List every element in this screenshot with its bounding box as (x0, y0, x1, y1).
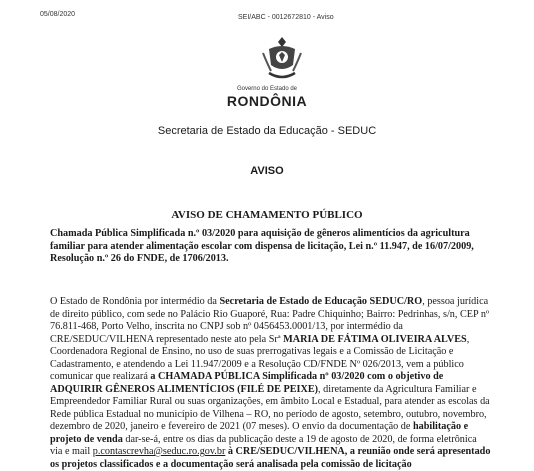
body-paragraph (50, 296, 502, 471)
body-line: Rede pública Estadual no município de Vilhena – RO, no período de agosto, setembro, outubro, novembro, (50, 409, 502, 422)
document-type: AVISO (0, 165, 534, 177)
notice-title: AVISO DE CHAMAMENTO PÚBLICO (0, 209, 534, 221)
body-line: comunicar que realizará a CHAMADA PÚBLICA Simplificada nº 03/2020 com o objetivo de (50, 371, 502, 384)
body-line: os projetos classificados e a documentação será analisada pela comissão de licitação (50, 459, 502, 471)
secretariat-name: Secretaria de Estado da Educação - SEDUC (0, 125, 534, 137)
body-line: de direito público, com sede no Palácio Rio Guaporé, Rua: Padre Chiquinho; Bairro: Pedrinhas, s/n, CEP nº (50, 309, 502, 322)
summary-line: familiar para atender alimentação escolar com dispensa de licitação, Lei n.º 11.947, de 16/07/2009, (50, 241, 502, 254)
body-line: O Estado de Rondônia por intermédio da Secretaria de Estado de Educação SEDUC/RO, pessoa jurídica (50, 296, 502, 309)
state-name: RONDÔNIA (0, 93, 534, 109)
print-date: 05/08/2020 (40, 11, 75, 18)
body-line: CRE/SEDUC/VILHENA representado neste ato pela Srª MARIA DE FÁTIMA OLIVEIRA ALVES, (50, 334, 502, 347)
body-line: dezembro de 2020, janeiro e fevereiro de 2021 (07 meses). O envio da documentação de habilitação e (50, 421, 502, 434)
body-line: projeto de venda dar-se-á, entre os dias da publicação deste a 19 de agosto de 2020, de forma eletrônica (50, 434, 502, 447)
government-small-label: Governo do Estado de (0, 86, 534, 92)
body-line: Empreendedor Familiar Rural ou suas organizações, em âmbito Local e Estadual, para atender as escolas da (50, 396, 502, 409)
state-coat-of-arms-icon (259, 35, 305, 85)
summary-paragraph (50, 228, 502, 266)
body-line: Coordenadora Regional de Ensino, no uso de suas prerrogativas legais e a Comissão de Licitação e (50, 346, 502, 359)
body-line: ADQUIRIR GÊNEROS ALIMENTÍCIOS (FILÉ DE PEIXE), diretamente da Agricultura Familiar e (50, 384, 502, 397)
summary-line: Chamada Pública Simplificada n.º 03/2020 para aquisição de gêneros alimentícios da agricultura (50, 228, 502, 241)
contact-email-link[interactable]: p.contascrevha@seduc.ro.gov.br (93, 446, 226, 457)
body-line: via e mail p.contascrevha@seduc.ro.gov.br à CRE/SEDUC/VILHENA, a reunião onde será apresentado (50, 446, 502, 459)
body-line: Cadastramento, e atendendo a Lei 11.947/2009 e a Resolução CD/FNDE Nº 026/2013, vem a público (50, 359, 502, 372)
body-line: 76.811-468, Porto Velho, inscrita no CNPJ sob nº 0456453.0001/13, por intermédio da (50, 321, 502, 334)
sei-reference: SEI/ABC - 0012672810 - Aviso (238, 14, 334, 21)
summary-line: Resolução n.º 26 do FNDE, de 1706/2013. (50, 253, 502, 266)
